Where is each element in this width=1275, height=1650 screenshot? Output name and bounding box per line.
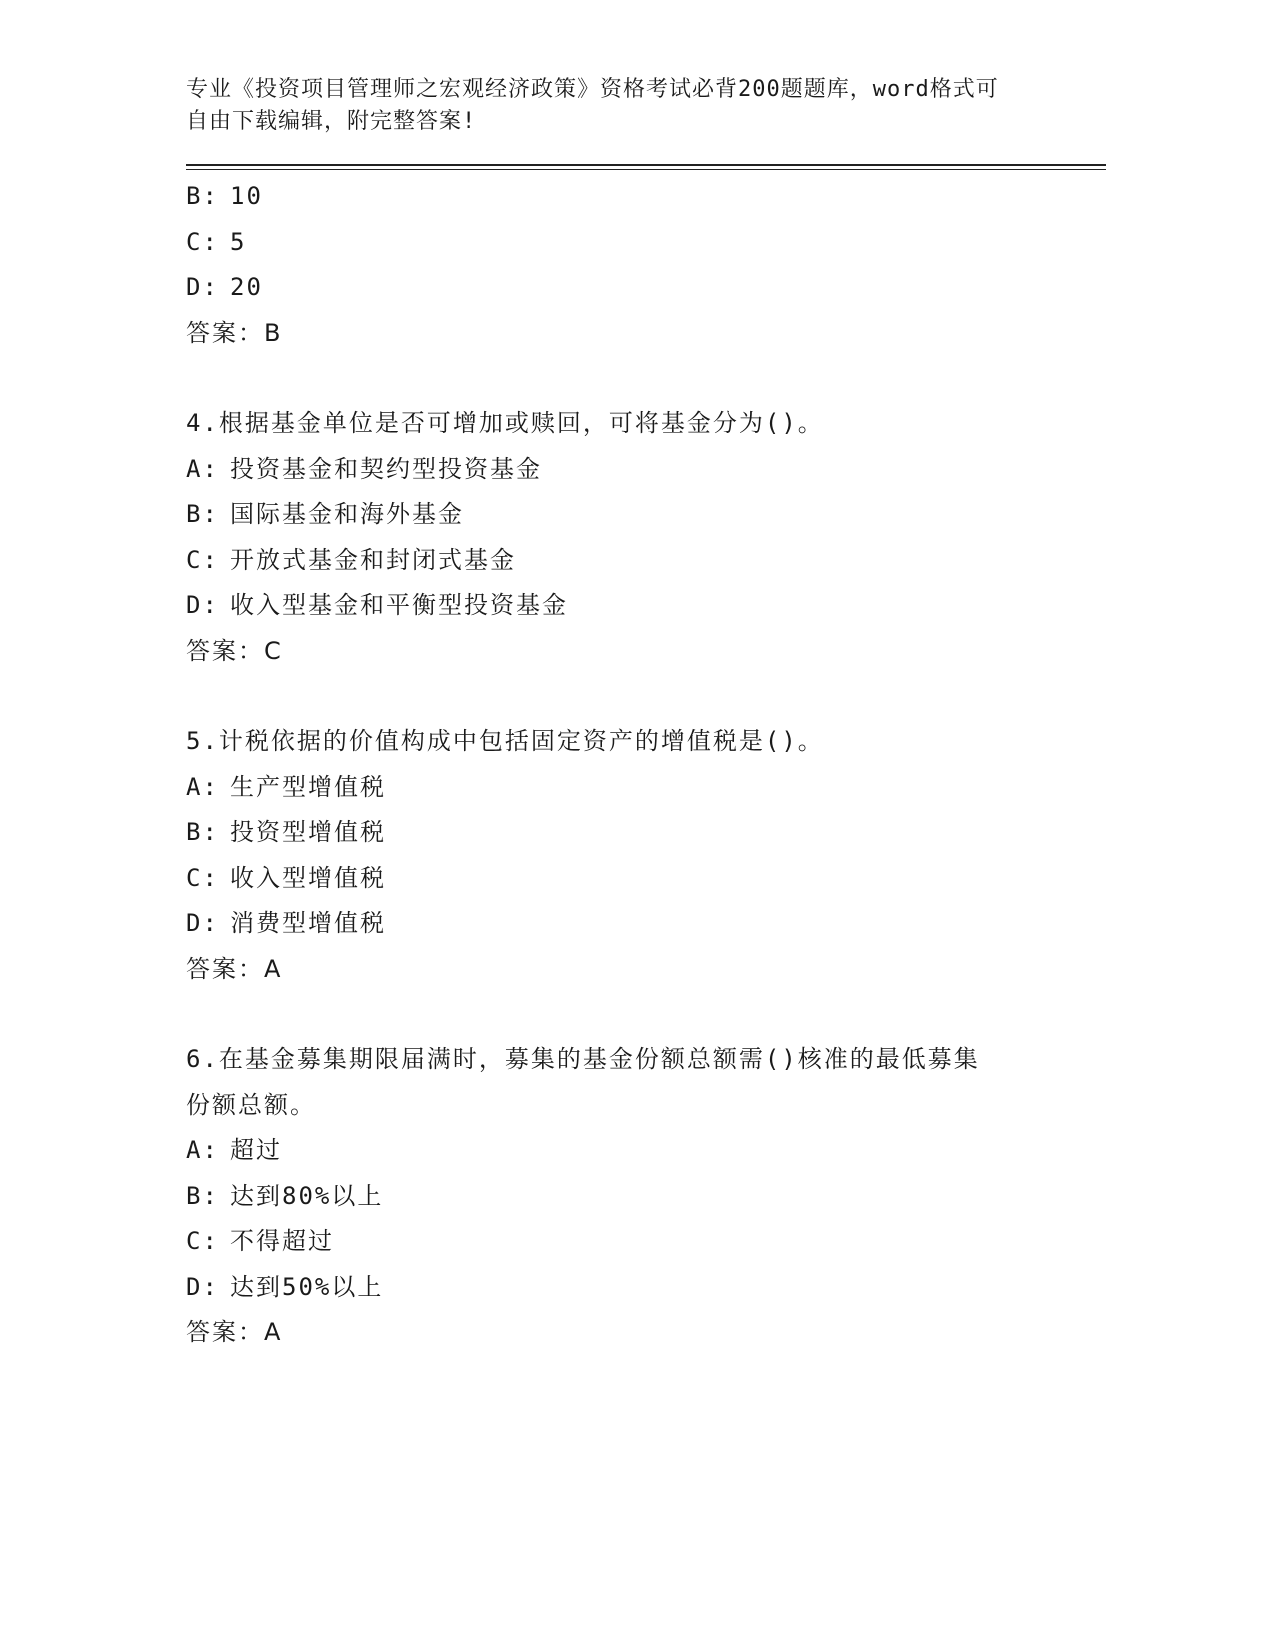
option-letter: B: — [186, 818, 219, 846]
option-d — [186, 583, 1106, 629]
question-spacer — [186, 356, 1106, 401]
question-spacer — [186, 992, 1106, 1037]
option-text: 达到50%以上 — [230, 1272, 384, 1301]
question-list — [186, 174, 1106, 1356]
option-letter: D: — [186, 909, 219, 937]
option-c — [186, 220, 1106, 266]
question-4 — [186, 401, 1106, 674]
option-letter: D: — [186, 1272, 219, 1301]
option-letter: B: — [186, 500, 219, 528]
option-d — [186, 901, 1106, 947]
header-title-line-1: 专业《投资项目管理师之宏观经济政策》资格考试必背200题题库，word格式可 — [186, 77, 999, 102]
header-title-line-2: 自由下载编辑，附完整答案! — [186, 109, 477, 134]
option-b — [186, 1174, 1106, 1220]
document-page — [186, 74, 1106, 1356]
option-text: 收入型增值税 — [230, 863, 386, 892]
header-double-rule — [186, 164, 1106, 170]
option-d — [186, 1265, 1106, 1311]
option-text: 投资基金和契约型投资基金 — [230, 454, 542, 483]
option-letter: B: — [186, 1181, 219, 1210]
question-3-tail — [186, 174, 1106, 356]
option-letter: A: — [186, 772, 219, 801]
option-b — [186, 492, 1106, 538]
option-text: 达到80%以上 — [230, 1181, 384, 1210]
option-d — [186, 265, 1106, 311]
question-spacer — [186, 674, 1106, 719]
option-a — [186, 765, 1106, 811]
question-5 — [186, 719, 1106, 992]
option-c — [186, 856, 1106, 902]
option-letter: A: — [186, 454, 219, 483]
header-rule-thick — [186, 164, 1106, 166]
option-text: 投资型增值税 — [230, 818, 386, 846]
option-c — [186, 1219, 1106, 1265]
option-text: 收入型基金和平衡型投资基金 — [230, 591, 568, 619]
option-letter: C: — [186, 227, 219, 256]
question-stem-line-2: 份额总额。 — [186, 1090, 316, 1119]
option-text: 10 — [230, 182, 263, 210]
option-c — [186, 538, 1106, 584]
answer-line: 答案：A — [186, 954, 283, 983]
option-letter: C: — [186, 863, 219, 892]
option-text: 5 — [230, 227, 247, 256]
option-a — [186, 447, 1106, 493]
option-text: 20 — [230, 273, 263, 301]
option-text: 生产型增值税 — [230, 772, 386, 801]
option-letter: A: — [186, 1136, 219, 1164]
question-stem-line-1: 6.在基金募集期限届满时，募集的基金份额总额需()核准的最低募集 — [186, 1045, 980, 1073]
option-text: 国际基金和海外基金 — [230, 500, 464, 528]
option-text: 消费型增值税 — [230, 909, 386, 937]
option-text: 不得超过 — [230, 1227, 334, 1255]
header-rule-thin — [186, 169, 1106, 170]
answer-line: 答案：B — [186, 318, 283, 347]
document-header — [186, 74, 1066, 138]
answer-line: 答案：C — [186, 636, 283, 665]
option-letter: D: — [186, 591, 219, 619]
option-b — [186, 174, 1106, 220]
option-b — [186, 810, 1106, 856]
option-letter: C: — [186, 1227, 219, 1255]
question-6 — [186, 1037, 1106, 1356]
option-letter: C: — [186, 545, 219, 574]
option-letter: B: — [186, 182, 219, 210]
option-a — [186, 1128, 1106, 1174]
question-stem: 5.计税依据的价值构成中包括固定资产的增值税是()。 — [186, 727, 824, 755]
answer-line: 答案：A — [186, 1318, 283, 1346]
option-text: 超过 — [230, 1136, 282, 1164]
question-stem: 4.根据基金单位是否可增加或赎回，可将基金分为()。 — [186, 409, 824, 437]
option-letter: D: — [186, 273, 219, 301]
option-text: 开放式基金和封闭式基金 — [230, 545, 516, 574]
